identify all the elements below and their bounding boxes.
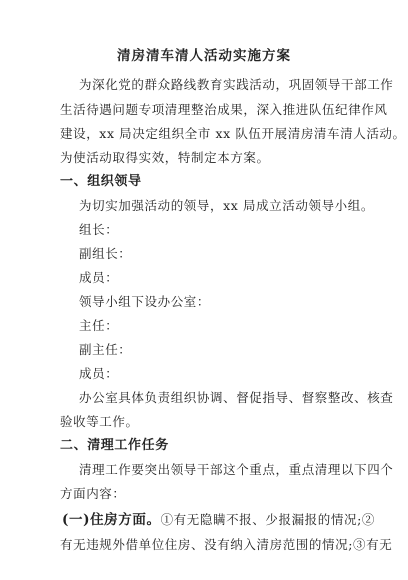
item-housing-label: (一)住房方面。 (62, 512, 161, 528)
intro-paragraph-line: 生活待遇问题专项清理整治成果，深入推进队伍纪律作风 (60, 102, 388, 117)
section-heading-tasks: 二、清理工作任务 (60, 438, 169, 453)
document-title: 清房清车清人活动实施方案 (117, 48, 291, 64)
section-paragraph-line: 办公室具体负责组织协调、督促指导、督察整改、核查 (79, 390, 394, 405)
role-line-office-members: 成员： (79, 366, 119, 381)
section-heading-organization: 一、组织领导 (60, 174, 142, 189)
item-housing (62, 512, 375, 528)
section-paragraph-line: 清理工作要突出领导干部这个重点，重点清理以下四个 (79, 462, 394, 477)
role-line-members: 成员： (79, 270, 119, 285)
intro-paragraph-line: 建设，xx 局决定组织全市 xx 队伍开展清房清车清人活动。 (60, 126, 406, 141)
item-housing-text: ①有无隐瞒不报、少报漏报的情况;② (160, 512, 375, 527)
role-line-deputy-director: 副主任： (79, 342, 132, 357)
role-line-leader: 组长： (79, 222, 119, 237)
role-line-director: 主任： (79, 318, 119, 333)
section-paragraph-line: 方面内容： (60, 486, 126, 501)
intro-paragraph-line: 为深化党的群众路线教育实践活动，巩固领导干部工作 (79, 77, 394, 92)
office-line: 领导小组下设办公室： (79, 294, 211, 309)
item-housing-continuation: 有无违规外借单位住房、没有纳入清房范围的情况;③有无 (60, 537, 393, 552)
section-paragraph-line: 为切实加强活动的领导，xx 局成立活动领导小组。 (79, 198, 374, 213)
section-paragraph-line: 验收等工作。 (60, 414, 139, 429)
intro-paragraph-line: 为使活动取得实效，特制定本方案。 (60, 150, 270, 165)
role-line-deputy-leader: 副组长： (79, 246, 132, 261)
